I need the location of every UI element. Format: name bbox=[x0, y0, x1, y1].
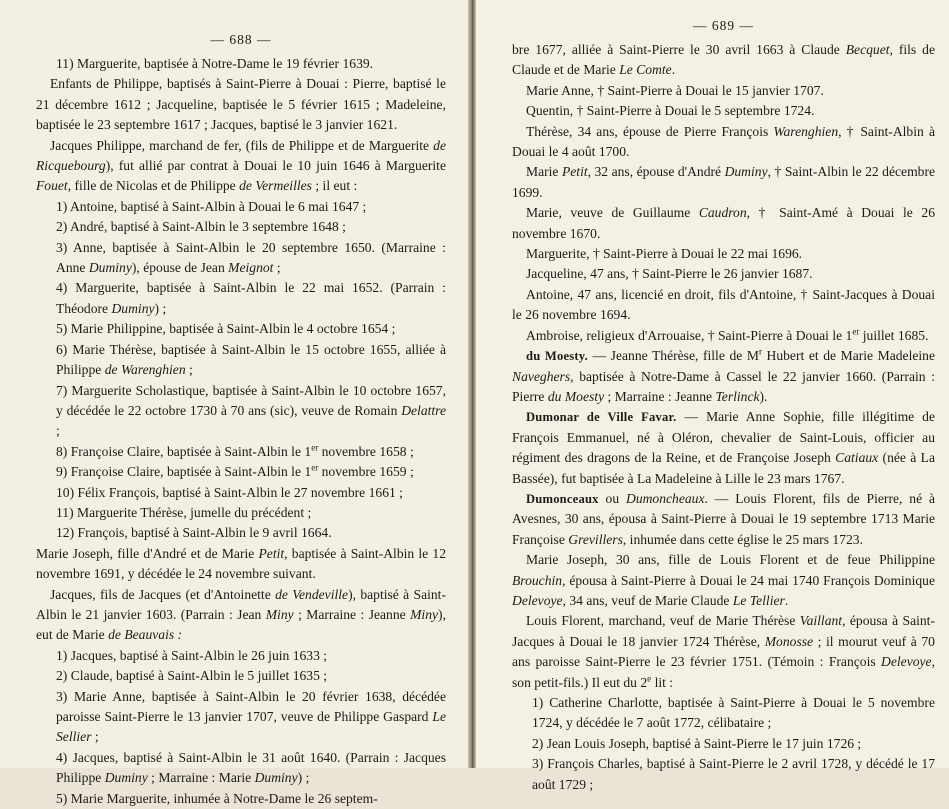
list-item: 3) Marie Anne, baptisée à Saint-Albin le 20 février 1638, décédée paroisse Saint-Pierre le 13 janvier 1707, veuve de Philippe Gaspard Le Sellier ; bbox=[56, 688, 446, 745]
paragraph: Jacqueline, 47 ans, † Saint-Pierre le 26 janvier 1687. bbox=[526, 266, 813, 282]
list-item: 8) Françoise Claire, baptisée à Saint-Albin le 1er novembre 1658 ; bbox=[56, 442, 414, 459]
paragraph: Ambroise, religieux d'Arrouaise, † Saint-Pierre à Douai le 1er juillet 1685. bbox=[526, 326, 929, 343]
list-item: 2) André, baptisé à Saint-Albin le 3 septembre 1648 ; bbox=[56, 219, 346, 235]
right-page bbox=[476, 0, 949, 792]
left-page bbox=[0, 0, 468, 806]
list-item: 3) François Charles, baptisé à Saint-Pierre le 2 avril 1728, y décédé le 17 août 1729 ; bbox=[532, 756, 935, 792]
list-item: 9) Françoise Claire, baptisée à Saint-Albin le 1er novembre 1659 ; bbox=[56, 462, 414, 480]
list-item: 11) Marguerite Thérèse, jumelle du précédent ; bbox=[56, 504, 312, 520]
paragraph: Enfants de Philippe, baptisés à Saint-Pierre à Douai : Pierre, baptisé le 21 décembre 1612 ; Jacqueline, baptisée le 5 février 1615 ; Madeleine, baptisée le 23 septembre 1617 ; Jacques, baptisé le 3 janvier 1621. bbox=[36, 76, 446, 133]
list-item: 2) Claude, baptisé à Saint-Albin le 5 juillet 1635 ; bbox=[56, 668, 328, 684]
paragraph: Quentin, † Saint-Pierre à Douai le 5 septembre 1724. bbox=[526, 103, 815, 119]
right-page-text bbox=[512, 40, 935, 795]
paragraph: Louis Florent, marchand, veuf de Marie Thérèse Vaillant, épousa à Saint-Jacques à Douai le 18 janvier 1724 Thérèse, Monosse ; il mourut veuf à 70 ans paroisse Saint-Pierre le 23 février 1751. (Témoin : François Delevoye, son petit-fils.) Il eut du 2e lit : bbox=[512, 613, 935, 690]
list-item: 4) Marguerite, baptisée à Saint-Albin le 22 mai 1652. (Parrain : Théodore Duminy) ; bbox=[56, 280, 446, 316]
paragraph: bre 1677, alliée à Saint-Pierre le 30 avril 1663 à Claude Becquet, fils de Claude et de Marie Le Comte. bbox=[512, 42, 935, 78]
paragraph: Dumonar de Ville Favar. — Marie Anne Sophie, fille illégitime de François Emmanuel, né à Oléron, chevalier de Saint-Louis, officier au régiment des dragons de la Reine, et de Françoise Joseph Catiaux (née à La Bassée), fut baptisée à La Madeleine à Lille le 23 mars 1767. bbox=[512, 409, 936, 486]
list-item: 10) Félix François, baptisé à Saint-Albin le 27 novembre 1661 ; bbox=[56, 484, 403, 500]
list-item: 6) Marie Thérèse, baptisée à Saint-Albin le 15 octobre 1655, alliée à Philippe de Warenghien ; bbox=[56, 341, 446, 378]
left-page-number: — 688 — bbox=[210, 32, 272, 47]
list-item: 1) Antoine, baptisé à Saint-Albin à Douai le 6 mai 1647 ; bbox=[56, 198, 367, 214]
list-item: 2) Jean Louis Joseph, baptisé à Saint-Pierre le 17 juin 1726 ; bbox=[532, 735, 862, 751]
paragraph: Marie Joseph, fille d'André et de Marie Petit, baptisée à Saint-Albin le 12 novembre 1691, y décédée le 24 novembre suivant. bbox=[36, 545, 446, 582]
list-item: 7) Marguerite Scholastique, baptisée à Saint-Albin le 10 octobre 1657, y décédée le 22 octobre 1730 à 70 ans (sic), veuve de Romain Delattre ; bbox=[56, 382, 446, 439]
paragraph: Jacques, fils de Jacques (et d'Antoinette de Vendeville), baptisé à Saint-Albin le 21 janvier 1603. (Parrain : Jean Miny ; Marraine : Jeanne Miny), eut de Marie de Beauvais : bbox=[36, 586, 446, 643]
paragraph: Jacques Philippe, marchand de fer, (fils de Philippe et de Marguerite de Ricquebourg), fut allié par contrat à Douai le 10 juin 1646 à Marguerite Fouet, fille de Nicolas et de Philippe de Vermeilles ; il eut : bbox=[36, 137, 446, 194]
paragraph: Thérèse, 34 ans, épouse de Pierre François Warenghien, † Saint-Albin à Douai le 4 août 1700. bbox=[512, 123, 935, 160]
paragraph: Marguerite, † Saint-Pierre à Douai le 22 mai 1696. bbox=[526, 246, 803, 262]
list-item: 4) Jacques, baptisé à Saint-Albin le 31 août 1640. (Parrain : Jacques Philippe Duminy ; Marraine : Marie Duminy) ; bbox=[56, 749, 446, 786]
list-item: 3) Anne, baptisée à Saint-Albin le 20 septembre 1650. (Marraine : Anne Duminy), épouse de Jean Meignot ; bbox=[56, 239, 446, 276]
paragraph: Dumonceaux ou Dumoncheaux. — Louis Florent, fils de Pierre, né à Avesnes, 30 ans, épousa à Saint-Pierre à Douai le 19 septembre 1713 Marie Françoise Grevillers, inhumée dans cette église le 25 mars 1723. bbox=[512, 490, 936, 547]
paragraph: Antoine, 47 ans, licencié en droit, fils d'Antoine, † Saint-Jacques à Douai le 26 novembre 1694. bbox=[512, 286, 935, 323]
paragraph: Marie Joseph, 30 ans, fille de Louis Florent et de feue Philippine Brouchin, épousa à Saint-Pierre à Douai le 24 mai 1740 François Dominique Delevoye, 34 ans, veuf de Marie Claude Le Tellier. bbox=[512, 552, 935, 608]
list-item: 12) François, baptisé à Saint-Albin le 9 avril 1664. bbox=[56, 525, 332, 541]
list-item: 1) Catherine Charlotte, baptisée à Saint-Pierre à Douai le 5 novembre 1724, y décédée le 7 août 1772, célibataire ; bbox=[532, 695, 935, 731]
paragraph: du Moesty. — Jeanne Thérèse, fille de $M^r$ Hubert et de Marie Madeleine Naveghers, baptisée à Notre-Dame à Cassel le 22 janvier 1660. (Parrain : Pierre du Moesty ; Marraine : Jeanne Terlinck). bbox=[512, 346, 935, 404]
paragraph: Marie Petit, 32 ans, épouse d'André Duminy, † Saint-Albin le 22 décembre 1699. bbox=[512, 164, 936, 200]
book-gutter bbox=[468, 0, 476, 768]
list-item: 11) Marguerite, baptisée à Notre-Dame le 19 février 1639. bbox=[56, 56, 374, 71]
left-page-text bbox=[36, 54, 446, 809]
list-item: 5) Marie Philippine, baptisée à Saint-Albin le 4 octobre 1654 ; bbox=[56, 321, 396, 337]
paragraph: Marie, veuve de Guillaume Caudron, † Saint-Amé à Douai le 26 novembre 1670. bbox=[512, 205, 935, 241]
right-page-number: — 689 — bbox=[693, 18, 754, 33]
paragraph: Marie Anne, † Saint-Pierre à Douai le 15 janvier 1707. bbox=[526, 82, 824, 98]
list-item: 5) Marie Marguerite, inhumée à Notre-Dame le 26 septem- bbox=[56, 790, 378, 806]
list-item: 1) Jacques, baptisé à Saint-Albin le 26 juin 1633 ; bbox=[56, 647, 328, 663]
